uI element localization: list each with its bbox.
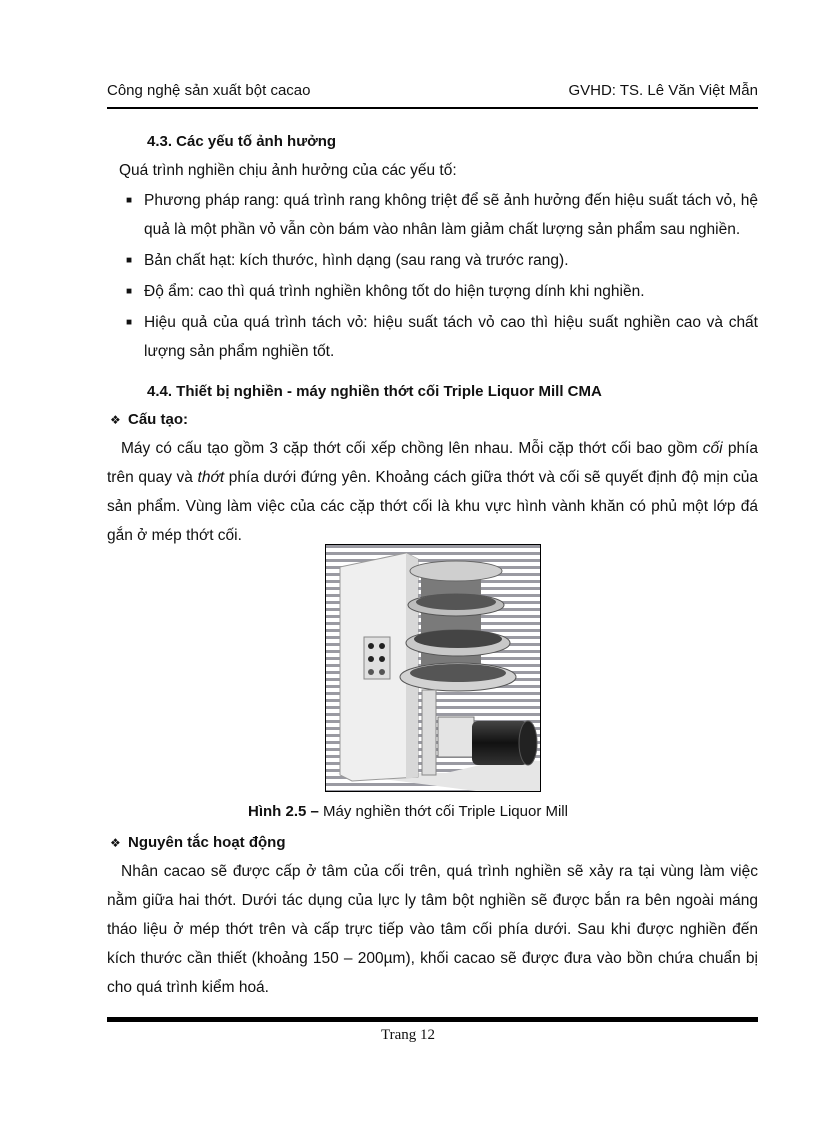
factor-list	[126, 186, 758, 368]
page-number: Trang 12	[380, 1027, 436, 1043]
footer-divider	[107, 1017, 758, 1022]
structure-paragraph: Máy có cấu tạo gồm 3 cặp thớt cối xếp chồng lên nhau. Mỗi cặp thớt cối bao gồm cối phía trên quay và thớt phía dưới đứng yên. Khoảng cách giữa thớt và cối sẽ quyết định độ mịn của sản phẩm. Vùng làm việc của các cặp thớt cối là khu vực hình vành khăn có phủ một lớp đá gắn ở mép thớt cối.	[107, 440, 758, 544]
diamond-icon: ❖	[110, 413, 121, 427]
bullet-icon: ■	[126, 286, 133, 297]
figure-label: Hình 2.5 –	[248, 803, 319, 820]
list-item: ■ Bản chất hạt: kích thước, hình dạng (sau rang và trước rang).	[130, 246, 758, 275]
page-header	[107, 82, 758, 99]
list-item: ■ Hiệu quả của quá trình tách vỏ: hiệu suất tách vỏ cao thì hiệu suất nghiền cao và chất lượng sản phẩm nghiền tốt.	[130, 308, 758, 366]
principle-heading: ❖ Nguyên tắc hoạt động	[110, 834, 286, 851]
header-title: Công nghệ sản xuất bột cacao	[107, 82, 311, 99]
bullet-icon: ■	[126, 195, 133, 206]
structure-heading: ❖ Cấu tạo:	[110, 411, 188, 428]
section-4-4-heading: 4.4. Thiết bị nghiền - máy nghiền thớt cối Triple Liquor Mill CMA	[147, 383, 602, 400]
bullet-icon: ■	[126, 317, 133, 328]
bullet-icon: ■	[126, 255, 133, 266]
figure-caption: Hình 2.5 – Máy nghiền thớt cối Triple Liquor Mill	[248, 803, 568, 820]
principle-paragraph: Nhân cacao sẽ được cấp ở tâm của cối trên, quá trình nghiền sẽ xảy ra tại vùng làm việc nằm giữa hai thớt. Dưới tác dụng của lực ly tâm bột nghiền sẽ được bắn ra bên ngoài máng tháo liệu ở mép thớt trên và cấp trực tiếp vào tâm cối phía dưới. Sau khi được nghiền đến kích thước cần thiết (khoảng 150 – 200µm), khối cacao sẽ được đưa vào bồn chứa chuẩn bị cho quá trình kiểm hoá.	[107, 863, 758, 996]
section-4-3-intro: Quá trình nghiền chịu ảnh hưởng của các yếu tố:	[119, 162, 457, 179]
diamond-icon: ❖	[110, 836, 121, 850]
section-4-3-heading: 4.3. Các yếu tố ảnh hưởng	[147, 133, 337, 150]
list-item: ■ Phương pháp rang: quá trình rang không triệt để sẽ ảnh hưởng đến hiệu suất tách vỏ, hệ quả là một phần vỏ vẫn còn bám vào nhân làm giảm chất lượng sản phẩm sau nghiền.	[130, 186, 758, 244]
header-divider	[107, 107, 758, 109]
list-item: ■ Độ ẩm: cao thì quá trình nghiền không tốt do hiện tượng dính khi nghiền.	[130, 277, 758, 306]
mill-machine-image	[325, 544, 541, 792]
header-supervisor: GVHD: TS. Lê Văn Việt Mẫn	[568, 82, 758, 99]
